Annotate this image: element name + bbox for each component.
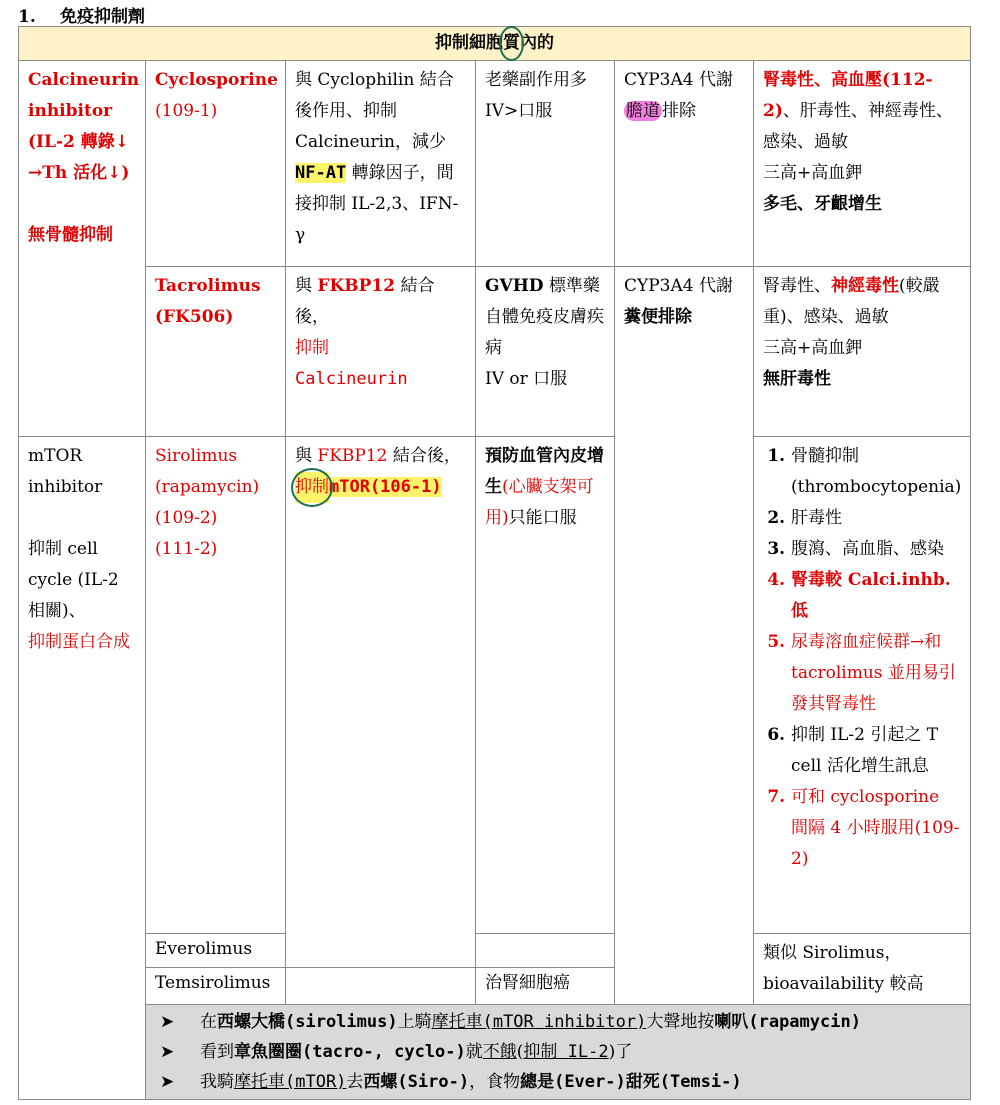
list-item: 4. 腎毒較 Calci.inhb. 低 — [791, 565, 961, 627]
mnemonics-row — [19, 1005, 971, 1100]
sirolimus-effects-list — [763, 441, 961, 875]
tacrolimus-name-cell: Tacrolimus (FK506) — [146, 267, 286, 437]
table-row — [19, 267, 971, 437]
table-row — [19, 437, 971, 934]
list-item: 7. 可和 cyclosporine 間隔 4 小時服用(109-2) — [791, 782, 961, 875]
table-row — [19, 61, 971, 267]
mnemonic-line-2: ➤ 看到章魚圈圈(tacro-, cyclo-)就不餓(抑制 IL-2)了 — [156, 1037, 960, 1067]
sirolimus-mechanism-cell: 與 FKBP12 結合後， 抑制mTOR(106-1) — [286, 437, 476, 968]
section-heading — [18, 2, 145, 27]
arrow-bullet-icon: ➤ — [160, 1042, 175, 1062]
section-title: 免疫抑制劑 — [60, 7, 145, 27]
tacrolimus-mechanism-cell: 與 FKBP12 結合後， 抑制 Calcineurin — [286, 267, 476, 437]
arrow-bullet-icon: ➤ — [160, 1012, 175, 1032]
tacrolimus-use-cell: GVHD 標準藥 自體免疫皮膚疾病 IV or 口服 — [476, 267, 615, 437]
mnemonic-line-1: ➤ 在西螺大橋(sirolimus)上騎摩托車(mTOR inhibitor)大聲地按喇叭(rapamycin) — [156, 1007, 960, 1037]
circled-char: 質 — [503, 30, 520, 57]
list-item: 5. 尿毒溶血症候群→和 tacrolimus 並用易引發其腎毒性 — [791, 627, 961, 720]
sirolimus-name-cell: Sirolimus (rapamycin) (109-2) (111-2) — [146, 437, 286, 934]
tacrolimus-adverse-cell: 腎毒性、神經毒性(較嚴重)、感染、過敏 三高+高血鉀 無肝毒性 — [754, 267, 971, 437]
immunosuppressant-table — [18, 26, 971, 1100]
temsirolimus-use-cell: 治腎細胞癌 — [476, 968, 615, 1005]
tacrolimus-metabolism-cell: CYP3A4 代謝 糞便排除 — [615, 267, 754, 1005]
cyclosporine-mechanism-cell: 與 Cyclophilin 結合後作用、抑制 Calcineurin，減少 NF-AT 轉錄因子，間接抑制 IL-2,3、IFN-γ — [286, 61, 476, 267]
everolimus-name-cell: Everolimus — [146, 934, 286, 968]
list-item: 3. 腹瀉、高血脂、感染 — [791, 534, 961, 565]
highlighted-bile: 膽道 — [626, 101, 660, 121]
cyclosporine-use-cell: 老藥副作用多 IV>口服 — [476, 61, 615, 267]
ever-temsi-adverse-cell: 類似 Sirolimus，bioavailability 較高 — [754, 934, 971, 1005]
temsirolimus-mechanism-cell — [286, 968, 476, 1005]
sirolimus-adverse-cell — [754, 437, 971, 934]
calcineurin-group-cell: Calcineurin inhibitor (IL-2 轉錄↓ →Th 活化↓) 無骨髓抑制 — [19, 61, 146, 437]
cyclosporine-name-cell: Cyclosporine (109-1) — [146, 61, 286, 267]
circled-inhibit: 抑制 — [295, 472, 329, 503]
mtor-group-cell: mTOR inhibitor 抑制 cell cycle (IL-2 相關)、 抑制蛋白合成 — [19, 437, 146, 1100]
section-number: 1. — [18, 7, 36, 27]
mnemonics-cell — [146, 1005, 971, 1100]
list-item: 1. 骨髓抑制 (thrombocytopenia) — [791, 441, 961, 503]
everolimus-use-cell — [476, 934, 615, 968]
list-item: 2. 肝毒性 — [791, 503, 961, 534]
temsirolimus-name-cell: Temsirolimus — [146, 968, 286, 1005]
list-item: 6. 抑制 IL-2 引起之 T cell 活化增生訊息 — [791, 720, 961, 782]
arrow-bullet-icon: ➤ — [160, 1072, 175, 1092]
mnemonic-line-3: ➤ 我騎摩托車(mTOR)去西螺(Siro-)，食物總是(Ever-)甜死(Temsi-) — [156, 1067, 960, 1097]
cyclosporine-metabolism-cell: CYP3A4 代謝 膽道 排除 — [615, 61, 754, 267]
cyclosporine-adverse-cell: 腎毒性、高血壓(112-2)、肝毒性、神經毒性、感染、過敏 三高+高血鉀 多毛、牙齦增生 — [754, 61, 971, 267]
sirolimus-use-cell: 預防血管內皮增生(心臟支架可用)只能口服 — [476, 437, 615, 934]
table-header-row — [19, 27, 971, 61]
table-header: 抑制細胞質內的 — [19, 27, 971, 61]
table-row — [19, 934, 971, 968]
